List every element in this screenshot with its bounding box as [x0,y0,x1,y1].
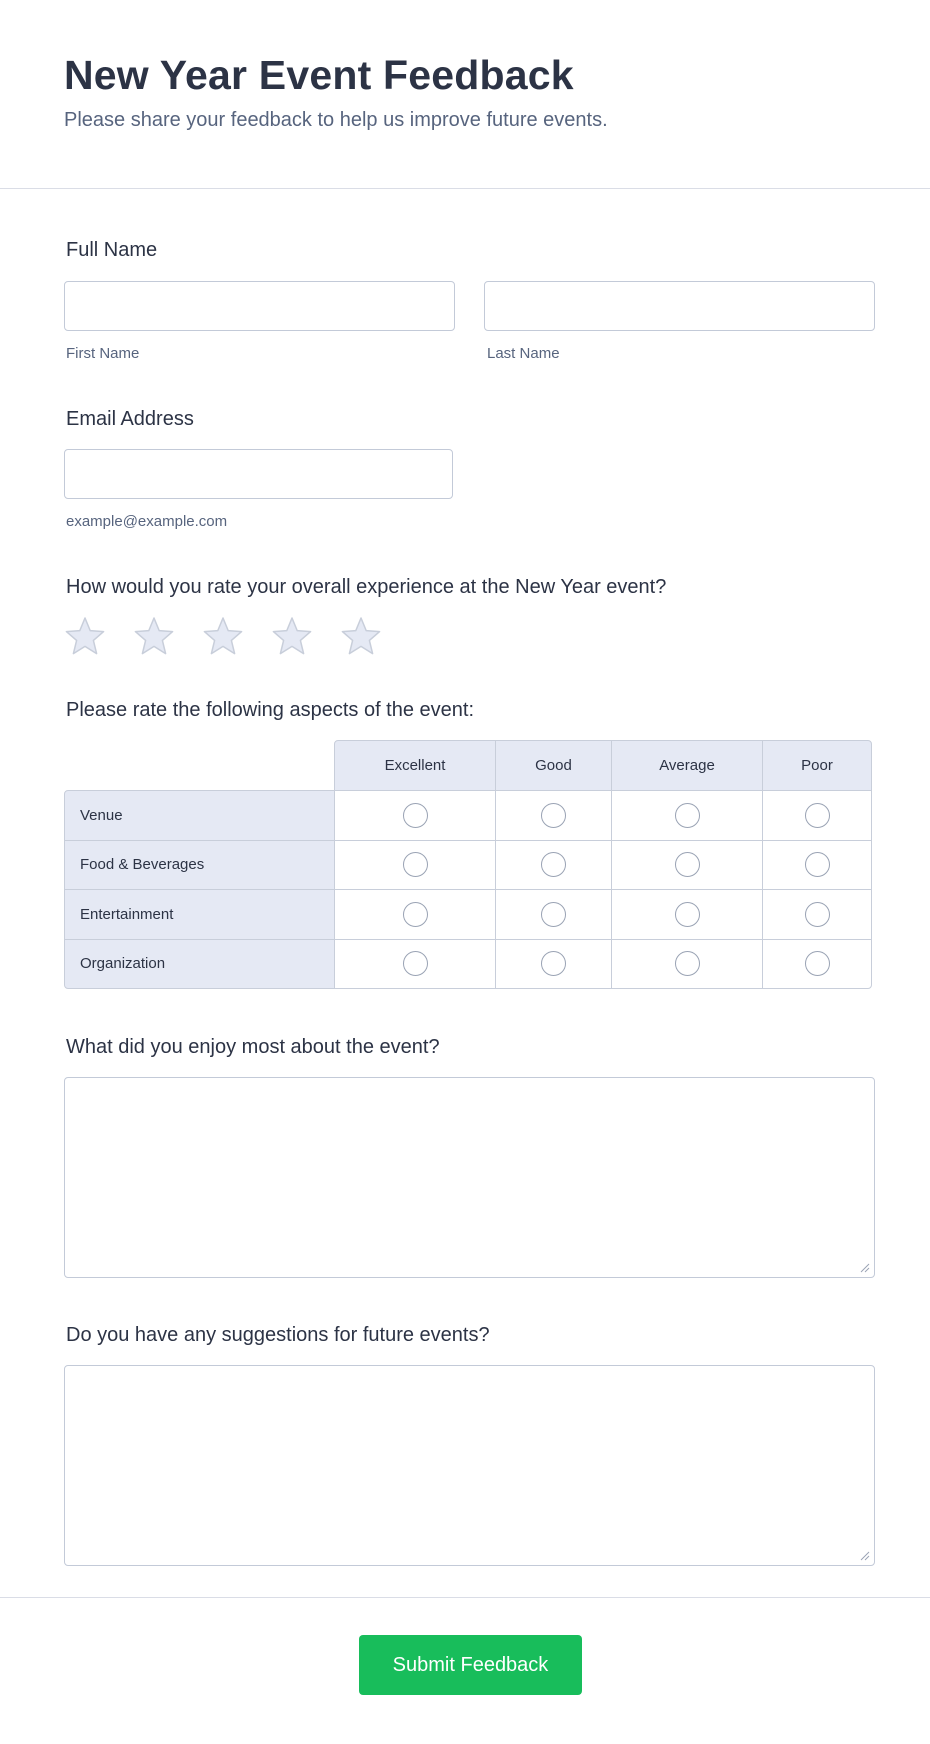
first-name-sublabel: First Name [66,345,140,362]
last-name-input[interactable] [484,281,875,331]
matrix-radio[interactable] [805,951,830,976]
star-icon[interactable] [340,616,382,658]
rating-question: How would you rate your overall experience at the New Year event? [66,576,667,598]
matrix-cell [611,939,763,990]
matrix-cell [334,889,496,940]
matrix-radio[interactable] [805,902,830,927]
star-rating[interactable] [64,616,404,660]
matrix-radio[interactable] [403,902,428,927]
matrix-cell [334,939,496,990]
matrix-cell [495,889,612,940]
matrix-radio[interactable] [403,803,428,828]
matrix-cell [762,790,872,841]
form-header [0,0,930,189]
matrix-row-label: Food & Beverages [64,840,335,891]
form-title: New Year Event Feedback [64,52,574,98]
matrix-cell [611,840,763,891]
matrix-radio[interactable] [541,902,566,927]
matrix-radio[interactable] [541,951,566,976]
matrix-radio[interactable] [403,852,428,877]
matrix-cell [611,790,763,841]
submit-button[interactable]: Submit Feedback [359,1635,582,1695]
matrix-row-label: Organization [64,939,335,990]
matrix-column-header: Excellent [334,740,496,791]
matrix-cell [762,889,872,940]
suggestions-question: Do you have any suggestions for future events? [66,1324,490,1346]
matrix-cell [762,840,872,891]
star-icon[interactable] [202,616,244,658]
footer-divider [0,1597,930,1598]
matrix-radio[interactable] [675,852,700,877]
matrix-column-header: Good [495,740,612,791]
matrix-cell [495,939,612,990]
matrix-row-label: Venue [64,790,335,841]
matrix-cell [334,790,496,841]
star-icon[interactable] [271,616,313,658]
resize-grip-icon[interactable] [860,1551,870,1561]
matrix-radio[interactable] [403,951,428,976]
star-icon[interactable] [64,616,106,658]
matrix-cell [495,790,612,841]
suggestions-textarea[interactable] [64,1365,875,1566]
matrix-radio[interactable] [541,803,566,828]
resize-grip-icon[interactable] [860,1263,870,1273]
enjoy-textarea[interactable] [64,1077,875,1278]
matrix-radio[interactable] [675,803,700,828]
matrix-column-header: Poor [762,740,872,791]
matrix-row-label: Entertainment [64,889,335,940]
matrix-radio[interactable] [675,951,700,976]
email-sublabel: example@example.com [66,513,228,530]
form-subtitle: Please share your feedback to help us improve future events. [64,109,608,131]
first-name-input[interactable] [64,281,455,331]
star-icon[interactable] [133,616,175,658]
email-label: Email Address [66,408,194,430]
matrix-cell [334,840,496,891]
matrix-column-header: Average [611,740,763,791]
last-name-sublabel: Last Name [487,345,560,362]
matrix-cell [762,939,872,990]
matrix-cell [495,840,612,891]
full-name-label: Full Name [66,239,158,261]
matrix-question: Please rate the following aspects of the event: [66,699,475,721]
matrix-radio[interactable] [675,902,700,927]
matrix-cell [611,889,763,940]
matrix-radio[interactable] [805,803,830,828]
enjoy-question: What did you enjoy most about the event? [66,1036,440,1058]
email-input[interactable] [64,449,453,499]
matrix-radio[interactable] [805,852,830,877]
matrix-radio[interactable] [541,852,566,877]
rating-matrix [64,740,875,990]
